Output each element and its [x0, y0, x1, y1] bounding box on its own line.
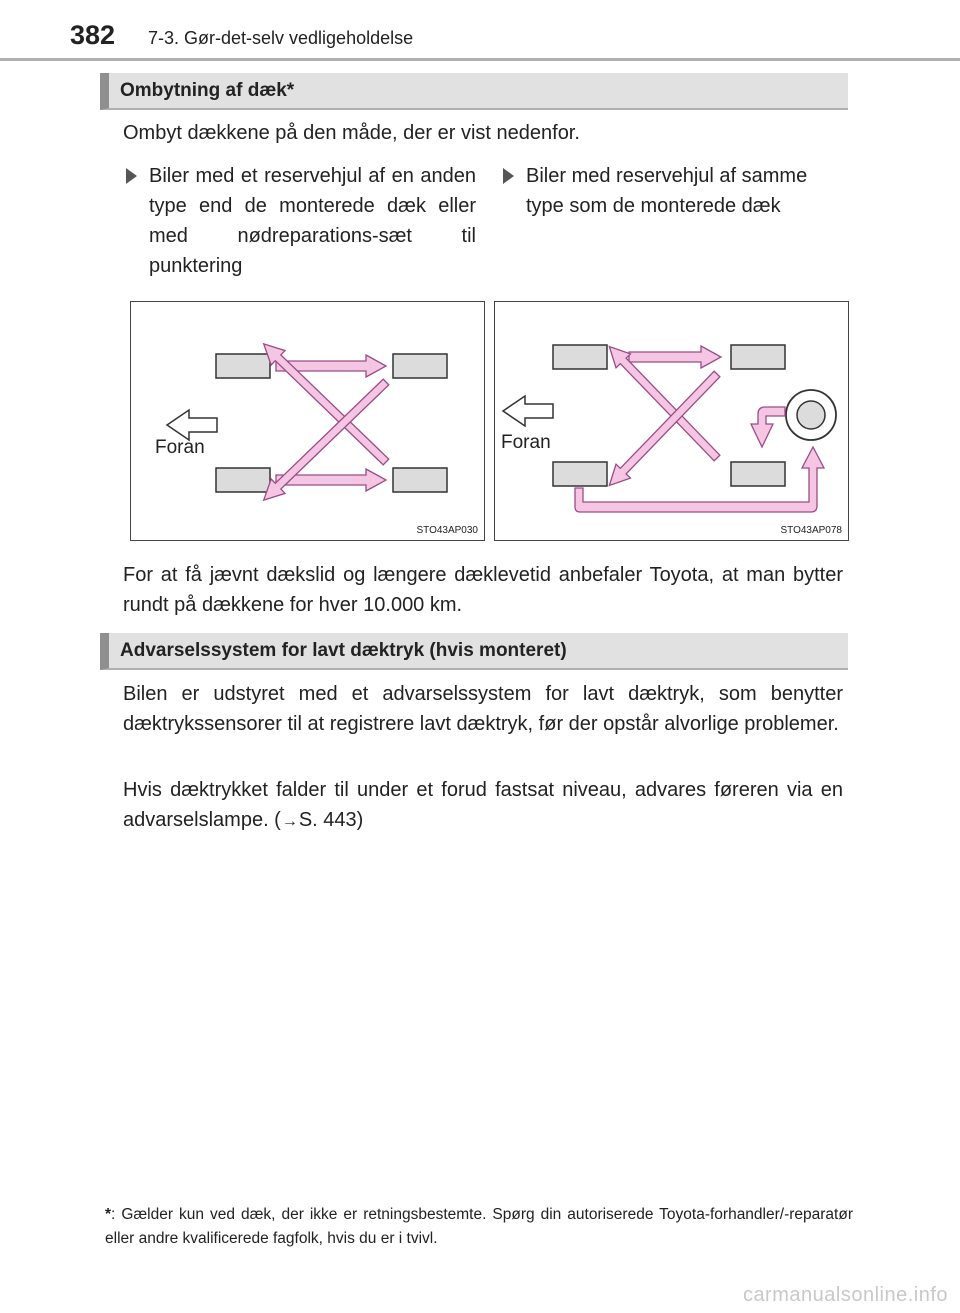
bullet-triangle-icon [503, 168, 514, 184]
bullet-right [503, 161, 848, 231]
tire-rear-right [393, 468, 447, 492]
footnote [105, 1203, 853, 1251]
front-label: Foran [501, 432, 551, 453]
tire-front-right [553, 462, 607, 486]
section-heading-tire-rotation: Ombytning af dæk* [100, 73, 848, 110]
page-number: 382 [70, 20, 116, 50]
tire-front-left [553, 345, 607, 369]
tire-rear-left [731, 345, 785, 369]
arrow-diagonal-up [257, 337, 393, 469]
rotation-interval-text: For at få jævnt dækslid og længere dæklevetid anbefaler Toyota, at man bytter rundt på dækkene for hver 10.000 km. [123, 564, 843, 616]
watermark: carmanualsonline.info [742, 1284, 948, 1306]
bullet-left [126, 161, 476, 286]
rotation-diagram-left [131, 302, 484, 540]
intro-text: Ombyt dækkene på den måde, der er vist nedenfor. [123, 122, 580, 144]
bullet-triangle-icon [126, 168, 137, 184]
header-rule [0, 58, 960, 61]
arrow-spare-to-rear-right [751, 407, 785, 447]
tpws-description: Bilen er udstyret med et advarselssystem for lavt dæktryk, som benytter dæktrykssensorer til at registrere lavt dæktryk, før der opstår alvorlige problemer. [123, 683, 843, 735]
tire-rear-right [731, 462, 785, 486]
figure-code: STO43AP030 [416, 525, 478, 536]
tpws-warning-text-end: ) [356, 809, 364, 831]
tpws-warning-text [123, 775, 843, 837]
tire-front-left [216, 354, 270, 378]
bullet-left-text: Biler med et reservehjul af en anden type end de monterede dæk eller med nødreparations-sæt til punktering [149, 165, 476, 277]
figure-rotation-spare-different [130, 301, 485, 541]
section-heading-tpws: Advarselssystem for lavt dæktryk (hvis monteret) [100, 633, 848, 670]
arrow-front-to-rear-top [629, 346, 721, 368]
figure-code: STO43AP078 [780, 525, 842, 536]
front-direction-arrow-icon [167, 410, 217, 440]
front-direction-arrow-icon [503, 396, 553, 426]
arrow-diagonal-down [602, 367, 724, 492]
chapter-title: 7-3. Gør-det-selv vedligeholdelse [148, 28, 414, 48]
footnote-text: : Gælder kun ved dæk, der ikke er retningsbestemte. Spørg din autoriserede Toyota-forhandler/-reparatør eller andre kvalificerede fagfolk, hvis du er i tvivl. [105, 1206, 853, 1247]
footnote-marker: * [105, 1206, 112, 1223]
bullet-right-text: Biler med reservehjul af samme type som de monterede dæk [526, 165, 808, 217]
page-reference-link[interactable]: S. 443 [298, 809, 357, 831]
front-label: Foran [155, 437, 205, 458]
spare-tire-inner [797, 401, 825, 429]
reference-arrow-icon: → [281, 813, 298, 830]
rotation-diagram-right [495, 302, 848, 540]
tire-front-right [216, 468, 270, 492]
tire-rear-left [393, 354, 447, 378]
figure-rotation-spare-same [494, 301, 849, 541]
tpws-warning-text-main: Hvis dæktrykket falder til under et forud fastsat niveau, advares føreren via en advarselslampe. ( [123, 779, 843, 831]
